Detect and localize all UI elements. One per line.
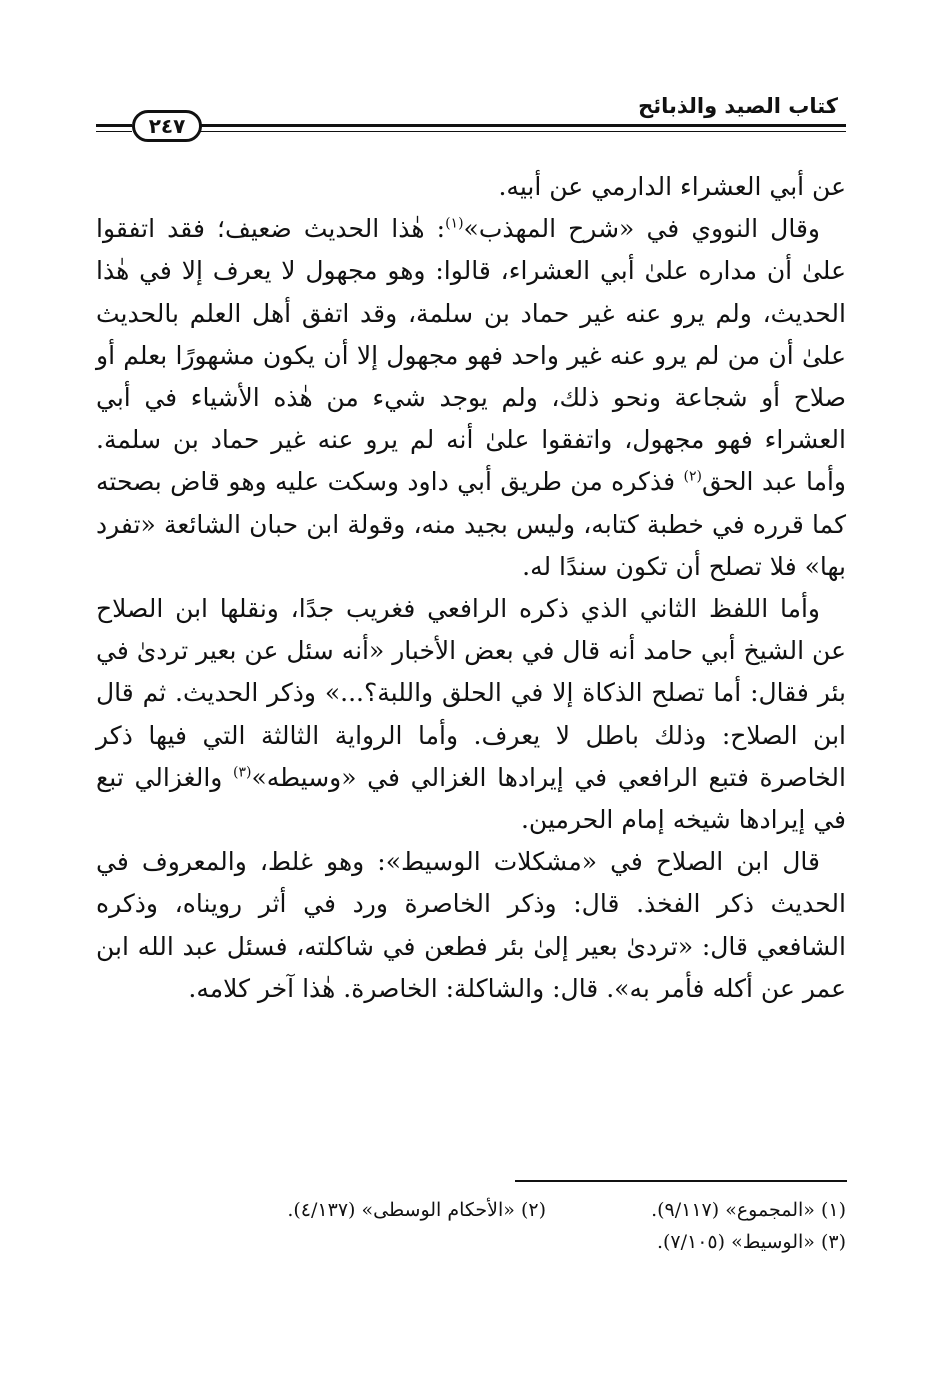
header-rule-thick bbox=[196, 124, 846, 127]
footnote-row-1 bbox=[96, 1194, 846, 1226]
running-header bbox=[96, 94, 846, 146]
paragraph-3: وأما اللفظ الثاني الذي ذكره الرافعي فغريب جدًا، ونقلها ابن الصلاح عن الشيخ أبي حامد أنه قال في بعض الأخبار «أنه سئل عن بعير تردىٰ في بئر فقال: أما تصلح الذكاة إلا في الحلق واللبة؟...» وذكر الحديث. ثم قال ابن الصلاح: وذلك باطل لا يعرف. وأما الرواية الثالثة التي فيها ذكر الخاصرة فتبع الرافعي في إيرادها الغزالي في «وسيطه»$^{(٣)}$ والغزالي تبع في إيرادها شيخه إمام الحرمين. bbox=[95, 594, 846, 835]
header-rule-left-thick bbox=[96, 124, 132, 127]
footnote-row-2 bbox=[96, 1226, 846, 1258]
paragraph-4: قال ابن الصلاح في «مشكلات الوسيط»: وهو غلط، والمعروف في الحديث ذكر الفخذ. قال: وذكر الخاصرة ورد في أثر رويناه، وذكره الشافعي قال: «تردىٰ بعير إلىٰ بئر فطعن في شاكلته، فسئل عبد الله ابن عمر عن أكله فأمر به». قال: والشاكلة: الخاصرة. هٰذا آخر كلامه. bbox=[96, 847, 846, 1003]
header-rule-thin bbox=[196, 131, 846, 132]
header-rule-left-thin bbox=[96, 131, 132, 132]
paragraph-1: عن أبي العشراء الدارمي عن أبيه. bbox=[498, 172, 846, 201]
book-title: كتاب الصيد والذبائح bbox=[638, 94, 838, 118]
main-text bbox=[96, 166, 846, 1010]
footnote-1: (١) «المجموع» (٩/١١٧). bbox=[651, 1199, 846, 1221]
footnote-ref-3[interactable]: (٣) bbox=[233, 764, 252, 781]
footnote-ref-2[interactable]: (٢) bbox=[683, 469, 702, 486]
footnote-2: (٢) «الأحكام الوسطى» (٤/١٣٧). bbox=[287, 1199, 546, 1221]
paragraph-2: وقال النووي في «شرح المهذب»$^{(١)}$: هٰذا الحديث ضعيف؛ فقد اتفقوا علىٰ أن مداره علىٰ أبي العشراء، قالوا: وهو مجهول لا يعرف إلا في هٰذا الحديث، ولم يرو عنه غير حماد بن سلمة، وقد اتفق أهل العلم بالحديث علىٰ أن من لم يرو عنه غير واحد فهو مجهول إلا أن يكون مشهورًا بعلم أو صلاح أو شجاعة ونحو ذلك، ولم يوجد شيء من هٰذه الأشياء في أبي العشراء فهو مجهول، واتفقوا علىٰ أنه لم يرو عنه غير حماد بن سلمة. وأما عبد الحق$^{(٢)}$ فذكره من طريق أبي داود وسكت عليه وهو قاض بصحته كما قرره في خطبة كتابه، وليس بجيد منه، وقولة ابن حبان الشائعة «تفرد بها» فلا تصلح أن تكون سندًا له. bbox=[96, 214, 847, 581]
page-number-badge: ٢٤٧ bbox=[132, 110, 202, 142]
footnotes bbox=[96, 1194, 846, 1258]
footnote-ref-1[interactable]: (١) bbox=[445, 215, 464, 232]
footnote-3: (٣) «الوسيط» (٧/١٠٥). bbox=[656, 1231, 846, 1253]
footnote-separator bbox=[515, 1180, 847, 1182]
